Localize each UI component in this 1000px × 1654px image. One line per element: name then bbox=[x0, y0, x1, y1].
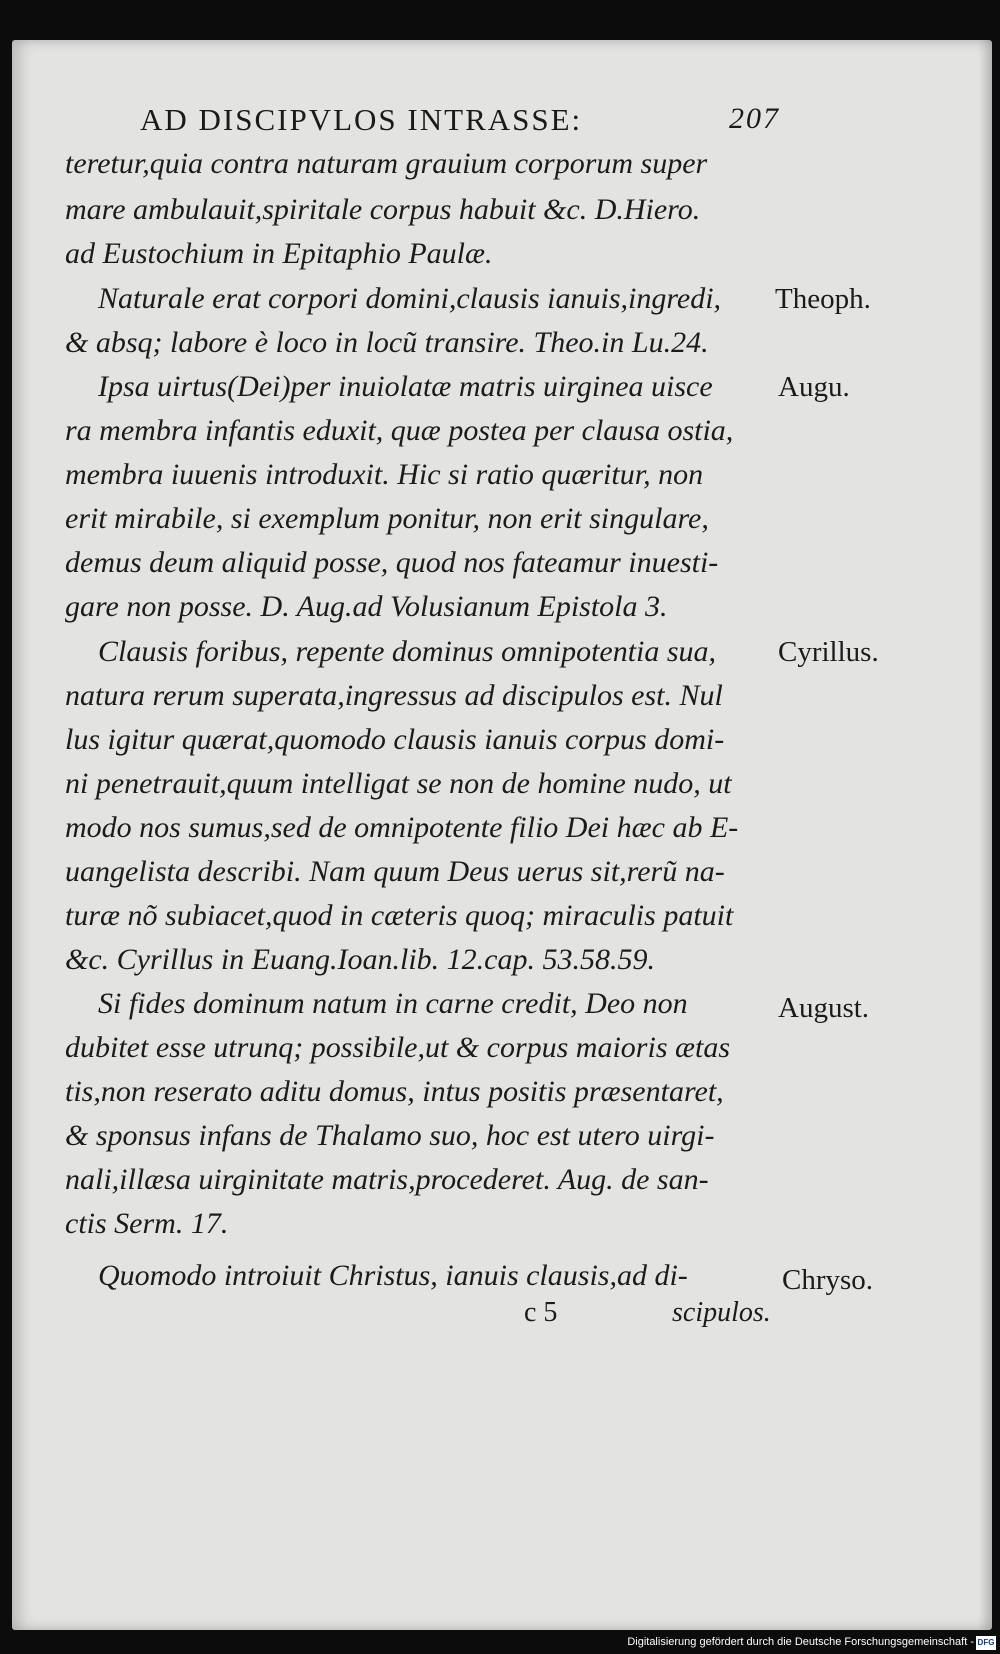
margin-note-augustine: Augu. bbox=[778, 371, 850, 403]
text-line: membra iuuenis introduxit. Hic si ratio quæritur, non bbox=[65, 458, 704, 491]
text-line: &c. Cyrillus in Euang.Ioan.lib. 12.cap. 53.58.59. bbox=[65, 943, 655, 976]
text-line: mare ambulauit,spiritale corpus habuit &c. D.Hiero. bbox=[65, 193, 701, 226]
text-line: turæ nõ subiacet,quod in cæteris quoq; miraculis patuit bbox=[65, 899, 734, 932]
page-number: 207 bbox=[729, 102, 780, 135]
page-edge-shadow bbox=[978, 40, 992, 1630]
text-line: Si fides dominum natum in carne credit, Deo non bbox=[98, 987, 688, 1020]
text-line: erit mirabile, si exemplum ponitur, non erit singulare, bbox=[65, 502, 709, 535]
text-line: gare non posse. D. Aug.ad Volusianum Epistola 3. bbox=[65, 590, 668, 623]
margin-note-theophylact: Theoph. bbox=[775, 283, 871, 315]
text-line: dubitet esse utrunq; possibile,ut & corpus maioris ætas bbox=[65, 1031, 731, 1064]
text-line: lus igitur quærat,quomodo clausis ianuis corpus domi- bbox=[65, 723, 725, 756]
dfg-logo: DFG bbox=[976, 1636, 996, 1650]
text-line: Quomodo introiuit Christus, ianuis clausis,ad di- bbox=[98, 1259, 688, 1292]
text-line: natura rerum superata,ingressus ad discipulos est. Nul bbox=[65, 679, 723, 712]
running-header bbox=[140, 102, 780, 142]
text-line: Naturale erat corpori domini,clausis ianuis,ingredi, bbox=[98, 282, 722, 315]
text-line: ni penetrauit,quum intelligat se non de homine nudo, ut bbox=[65, 767, 732, 800]
digitization-credit: Digitalisierung gefördert durch die Deutsche Forschungsgemeinschaft - bbox=[627, 1636, 974, 1648]
margin-note-augustine-2: August. bbox=[778, 992, 870, 1024]
text-line: demus deum aliquid posse, quod nos fateamur inuesti- bbox=[65, 546, 719, 579]
text-line: teretur,quia contra naturam grauium corporum super bbox=[65, 147, 708, 180]
text-line: uangelista describi. Nam quum Deus uerus sit,rerũ na- bbox=[65, 855, 725, 888]
margin-note-chrysostom: Chryso. bbox=[782, 1264, 874, 1296]
text-line: Clausis foribus, repente dominus omnipotentia sua, bbox=[98, 635, 717, 668]
text-line: ra membra infantis eduxit, quæ postea per clausa ostia, bbox=[65, 414, 734, 447]
signature-mark: c 5 bbox=[524, 1297, 558, 1328]
margin-note-cyril: Cyrillus. bbox=[778, 636, 879, 668]
text-line: nali,illæsa uirginitate matris,procederet. Aug. de san- bbox=[65, 1163, 709, 1196]
text-line: Ipsa uirtus(Dei)per inuiolatæ matris uirginea uisce bbox=[98, 370, 713, 403]
text-line: & absq; labore è loco in locũ transire. Theo.in Lu.24. bbox=[65, 326, 709, 359]
running-title: AD DISCIPVLOS INTRASSE: bbox=[140, 102, 583, 137]
catchword: scipulos. bbox=[672, 1297, 771, 1328]
text-line: modo nos sumus,sed de omnipotente filio Dei hæc ab E- bbox=[65, 811, 739, 844]
text-line: ctis Serm. 17. bbox=[65, 1207, 229, 1240]
text-line: tis,non reserato aditu domus, intus positis præsentaret, bbox=[65, 1075, 724, 1108]
text-line: ad Eustochium in Epitaphio Paulæ. bbox=[65, 237, 493, 270]
text-line: & sponsus infans de Thalamo suo, hoc est utero uirgi- bbox=[65, 1119, 715, 1152]
